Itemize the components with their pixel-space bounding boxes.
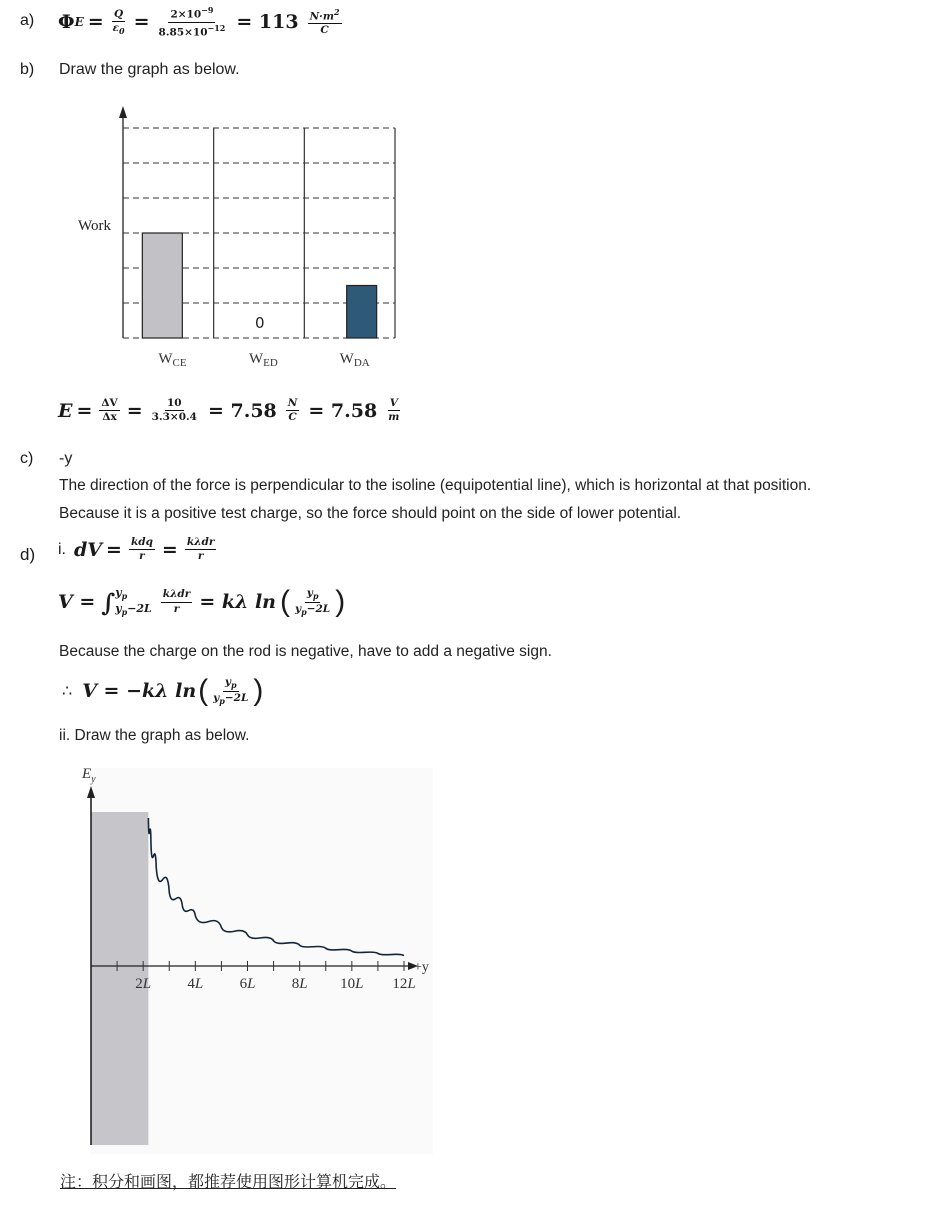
part-c-line2: Because it is a positive test charge, so the force should point on the side of lower potential. — [59, 505, 682, 522]
work-axis-label: Work — [78, 218, 111, 234]
frac-q-eps — [111, 9, 127, 36]
flux-symbol: Φ — [58, 11, 75, 34]
x-tick-label: 2L — [135, 976, 152, 992]
integral-limits — [115, 586, 152, 617]
sub-i-label: i. — [58, 540, 66, 558]
lower-limit: $y_p-2L$ — [115, 602, 152, 618]
frac-kdq-r — [129, 537, 155, 562]
frac-values — [157, 6, 228, 38]
category-label: $W_{DA}$ — [339, 351, 370, 369]
label-b: b) — [20, 61, 35, 78]
frac-num: ΔV — [99, 398, 119, 411]
flux-unit — [308, 8, 342, 37]
eq: = — [87, 11, 104, 34]
frac-num: kdq — [129, 537, 155, 550]
formula-v-integral: V = ∫ $y_p$ $y_p-2L$ $\frac{\text{kλdr}}{r}$ = kλ ln ( $\frac{y_p}{y_p-2L}$ ) — [58, 585, 346, 618]
negative-sign-note: Because the charge on the rod is negative, have to add a negative sign. — [59, 643, 552, 660]
upper-limit: $y_p$ — [115, 586, 128, 602]
frac-den: $\varepsilon_0$ — [112, 21, 125, 36]
formula-e-field — [58, 398, 404, 423]
v-final-lhs: V = −kλ ln — [82, 680, 197, 702]
label-a: a) — [20, 12, 35, 29]
part-c-answer: -y — [59, 450, 73, 467]
frac-den: C — [288, 411, 297, 424]
part-c-line1: The direction of the force is perpendicular to the isoline (equipotential line), which is horizontal at that position. — [59, 477, 812, 494]
ey-line-chart — [60, 760, 440, 1155]
eq: = — [126, 399, 143, 422]
part-b-text: Draw the graph as below. — [59, 61, 240, 78]
frac-kldr-r — [185, 537, 217, 562]
category-label: $W_{CE}$ — [158, 351, 187, 369]
frac-kldr-r — [161, 589, 193, 614]
dv-symbol: dV — [74, 538, 103, 561]
formula-dv — [58, 537, 219, 562]
category-label: $W_{ED}$ — [249, 351, 278, 369]
frac-num: 10 — [165, 398, 184, 411]
bar-wce — [142, 233, 182, 338]
frac-num: $y_p$ — [224, 676, 237, 691]
x-tick-label: 12L — [392, 976, 416, 992]
y-axis-arrow — [119, 106, 127, 118]
frac-den: 3.3×0.4 — [151, 411, 197, 424]
x-tick-label: 8L — [291, 976, 308, 992]
x-tick-label: 4L — [187, 976, 204, 992]
frac-den: $y_p-2L$ — [294, 602, 331, 617]
e-result-2: = 7.58 — [308, 399, 378, 422]
eq: = — [76, 399, 93, 422]
frac-num: kλdr — [185, 537, 217, 550]
bar-wda — [347, 286, 377, 339]
e-result-1: = 7.58 — [207, 399, 277, 422]
e-symbol: E — [58, 399, 73, 422]
frac-num: Q — [112, 9, 125, 22]
frac-den: r — [197, 550, 204, 563]
frac-ln-arg — [293, 588, 332, 616]
frac-num: $y_p$ — [306, 587, 319, 602]
frac-num: N — [286, 398, 300, 411]
therefore-symbol: ∴ — [62, 683, 73, 700]
frac-values — [150, 398, 199, 423]
formula-v-final: ∴ V = −kλ ln ( $\frac{y_p}{y_p-2L}$ ) — [62, 674, 264, 707]
part-d-ii-text: ii. Draw the graph as below. — [59, 727, 250, 744]
frac-num: $2\times 10^{-9}$ — [168, 6, 215, 23]
work-bar-chart — [70, 100, 410, 385]
v-symbol: V = — [58, 591, 96, 613]
frac-den: $y_p-2L$ — [213, 691, 249, 706]
frac-den: C — [320, 24, 329, 37]
zero-value-label: 0 — [255, 314, 265, 332]
frac-num: V — [388, 398, 400, 411]
frac-den: r — [139, 550, 145, 563]
unit-n-c — [286, 398, 300, 423]
eq: = — [161, 538, 178, 561]
x-tick-label: 10L — [340, 976, 364, 992]
y-axis-label: $E_y$ — [82, 766, 96, 785]
frac-dv-dx — [99, 398, 119, 423]
label-c: c) — [20, 450, 34, 467]
frac-num: kλdr — [161, 589, 193, 602]
frac-den: m — [388, 411, 400, 424]
frac-num: $N\cdot m^2$ — [308, 8, 342, 25]
frac-den: $8.85\times 10^{-12}$ — [158, 22, 226, 39]
flux-sub: E — [74, 15, 84, 30]
unit-v-m — [386, 398, 401, 423]
x-tick-label: 6L — [239, 976, 256, 992]
eq: = — [133, 11, 150, 34]
eq: = — [106, 538, 122, 561]
x-axis-label: +y — [414, 960, 429, 975]
frac-den: r — [173, 602, 180, 615]
footnote: 注：积分和画图，都推荐使用图形计算机完成。 — [60, 1174, 397, 1191]
frac-ln-arg — [211, 677, 250, 705]
label-d: d) — [20, 545, 36, 564]
formula-flux — [58, 6, 345, 38]
frac-den: Δx — [102, 411, 117, 424]
v-ln: = kλ ln — [199, 591, 276, 613]
integral-sign: ∫ — [101, 587, 116, 617]
flux-result: = 113 — [236, 11, 299, 34]
